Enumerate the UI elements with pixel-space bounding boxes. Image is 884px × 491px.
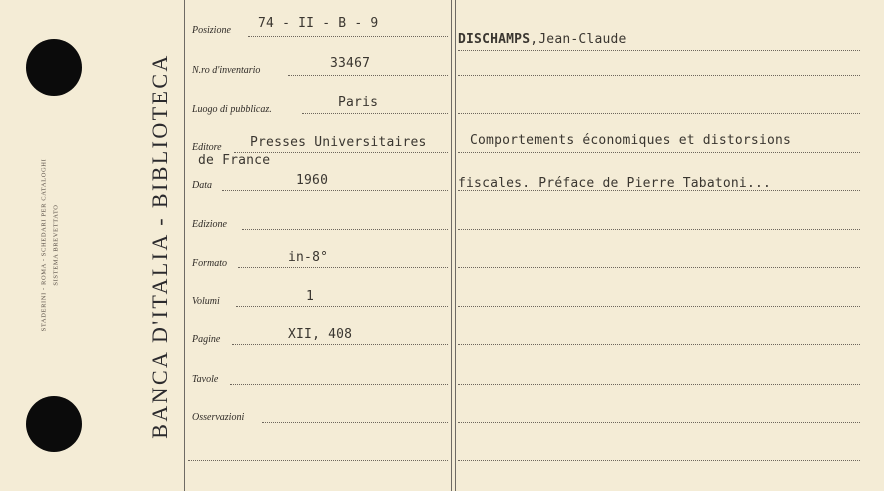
label-inventario: N.ro d'inventario [192,65,261,76]
label-tavole: Tavole [192,374,219,385]
value-luogo: Paris [338,95,379,110]
entry-author-forename: ,Jean-Claude [530,32,627,47]
entry-title-line1: Comportements économiques et distorsions [470,133,792,148]
value-pagine: XII, 408 [288,327,353,342]
dotted-line [236,306,448,307]
label-volumi: Volumi [192,296,220,307]
printer-imprint-patent: SISTEMA BREVETTATO [52,204,60,286]
value-editore-line2: de France [198,153,271,168]
column-rule-left [451,0,452,491]
value-volumi: 1 [306,289,315,304]
dotted-line [458,384,860,385]
dotted-line [248,36,448,37]
dotted-line [458,306,860,307]
dotted-line [458,152,860,153]
punch-hole-bottom [26,396,82,452]
value-posizione: 74 - II - B - 9 [258,16,379,31]
dotted-line [238,267,448,268]
label-luogo: Luogo di pubblicaz. [192,104,272,115]
punch-hole-top [26,39,82,96]
label-pagine: Pagine [192,334,221,345]
dotted-line [188,460,448,461]
column-rule-right [455,0,456,491]
dotted-line [288,75,448,76]
value-inventario: 33467 [330,56,371,71]
label-data: Data [192,180,212,191]
dotted-line [222,190,448,191]
dotted-line [458,422,860,423]
dotted-line [458,267,860,268]
label-formato: Formato [192,258,227,269]
entry-author-surname: DISCHAMPS [458,32,531,47]
label-edizione: Edizione [192,219,227,230]
dotted-line [242,229,448,230]
dotted-line [458,229,860,230]
value-data: 1960 [296,173,329,188]
dotted-line [458,190,860,191]
entry-title-line2: fiscales. Préface de Pierre Tabatoni... [458,176,772,191]
dotted-line [458,50,860,51]
library-title: BANCA D'ITALIA - BIBLIOTECA [147,53,172,439]
dotted-line [458,113,860,114]
dotted-line [458,460,860,461]
dotted-line [458,344,860,345]
entry-author [458,32,627,47]
dotted-line [302,113,448,114]
printer-imprint: STADERINI - ROMA - SCHEDARI PER CATALOGHI [40,158,48,332]
label-editore: Editore [192,142,222,153]
dotted-line [262,422,448,423]
dotted-line [458,75,860,76]
value-editore: Presses Universitaires [250,135,427,150]
label-osservazioni: Osservazioni [192,412,245,423]
dotted-line [232,344,448,345]
value-formato: in-8° [288,250,329,265]
label-posizione: Posizione [192,25,231,36]
margin-rule [184,0,185,491]
dotted-line [230,384,448,385]
